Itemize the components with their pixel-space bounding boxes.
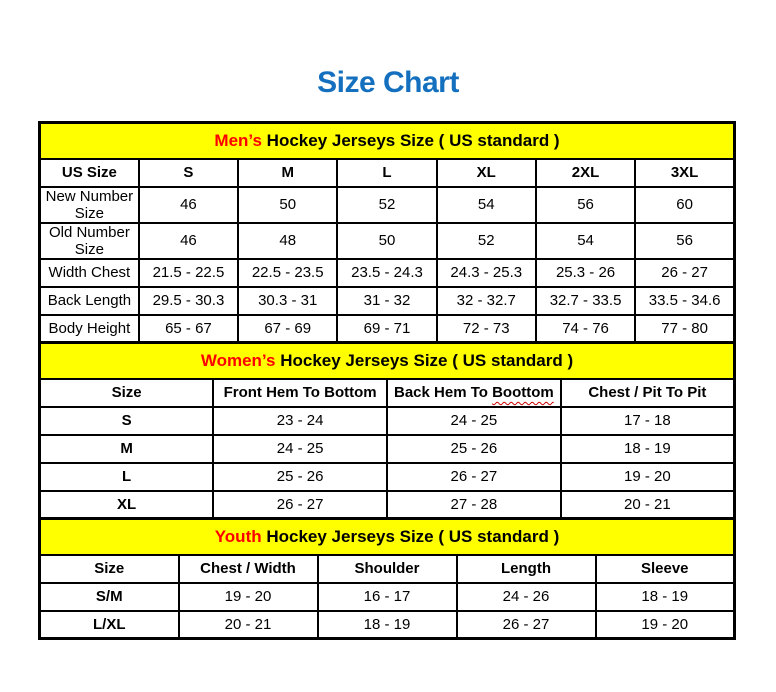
women-size-table (38, 341, 736, 520)
women-table-cell: 24 - 25 (213, 435, 387, 463)
women-section-title: Women’s Hockey Jerseys Size ( US standard ) (40, 343, 735, 379)
men-table-cell: 29.5 - 30.3 (139, 287, 238, 315)
men-table-cell: 24.3 - 25.3 (437, 259, 536, 287)
men-row-label: New Number Size (40, 187, 139, 223)
women-table-row (40, 463, 735, 491)
men-table-row (40, 187, 735, 223)
women-row-label: M (40, 435, 214, 463)
men-section-title: Men’s Hockey Jerseys Size ( US standard ) (40, 123, 735, 159)
youth-table-cell: 18 - 19 (596, 583, 735, 611)
men-column-header: US Size (40, 159, 139, 187)
men-column-header: S (139, 159, 238, 187)
women-table-cell: 20 - 21 (561, 491, 735, 519)
men-table-cell: 30.3 - 31 (238, 287, 337, 315)
women-table-cell: 26 - 27 (213, 491, 387, 519)
men-row-label: Width Chest (40, 259, 139, 287)
men-table-cell: 54 (437, 187, 536, 223)
women-table-cell: 19 - 20 (561, 463, 735, 491)
men-table-cell: 50 (337, 223, 436, 259)
men-table-cell: 72 - 73 (437, 315, 536, 343)
youth-size-table (38, 517, 736, 640)
men-section-title-highlight: Men’s (214, 130, 262, 150)
women-table-cell: 24 - 25 (387, 407, 561, 435)
youth-table-row (40, 611, 735, 639)
youth-table-cell: 16 - 17 (318, 583, 457, 611)
youth-column-header: Sleeve (596, 555, 735, 583)
men-table-cell: 52 (437, 223, 536, 259)
men-table-cell: 21.5 - 22.5 (139, 259, 238, 287)
youth-column-header: Length (457, 555, 596, 583)
men-table-cell: 67 - 69 (238, 315, 337, 343)
men-table-cell: 52 (337, 187, 436, 223)
men-table-row (40, 223, 735, 259)
men-column-header: XL (437, 159, 536, 187)
men-table-cell: 77 - 80 (635, 315, 734, 343)
men-table-cell: 32 - 32.7 (437, 287, 536, 315)
men-table-cell: 65 - 67 (139, 315, 238, 343)
page-title: Size Chart (317, 66, 459, 99)
size-chart-page (0, 66, 776, 692)
women-table-row (40, 491, 735, 519)
youth-table-cell: 19 - 20 (179, 583, 318, 611)
men-column-header-row (40, 159, 735, 187)
men-column-header: 3XL (635, 159, 734, 187)
men-row-label: Old Number Size (40, 223, 139, 259)
women-table-cell: 27 - 28 (387, 491, 561, 519)
women-table-cell: 18 - 19 (561, 435, 735, 463)
women-section-title-highlight: Women’s (200, 350, 276, 370)
youth-column-header: Chest / Width (179, 555, 318, 583)
men-table-cell: 56 (536, 187, 635, 223)
youth-section-title-highlight: Youth (214, 526, 262, 546)
men-table-cell: 69 - 71 (337, 315, 436, 343)
men-table-cell: 23.5 - 24.3 (337, 259, 436, 287)
men-row-label: Back Length (40, 287, 139, 315)
men-column-header: M (238, 159, 337, 187)
men-table-cell: 50 (238, 187, 337, 223)
youth-section-title: Youth Hockey Jerseys Size ( US standard ) (40, 519, 735, 555)
youth-table-cell: 24 - 26 (457, 583, 596, 611)
men-section-header (40, 123, 735, 159)
men-table-cell: 54 (536, 223, 635, 259)
men-table-row (40, 315, 735, 343)
women-row-label: XL (40, 491, 214, 519)
size-tables-container (38, 121, 738, 640)
youth-table-cell: 20 - 21 (179, 611, 318, 639)
youth-table-cell: 26 - 27 (457, 611, 596, 639)
men-column-header: L (337, 159, 436, 187)
youth-row-label: L/XL (40, 611, 179, 639)
women-table-cell: 25 - 26 (213, 463, 387, 491)
youth-section-header (40, 519, 735, 555)
youth-column-header-row (40, 555, 735, 583)
women-section-header (40, 343, 735, 379)
men-table-cell: 26 - 27 (635, 259, 734, 287)
women-table-row (40, 435, 735, 463)
women-table-cell: 26 - 27 (387, 463, 561, 491)
women-column-header-row (40, 379, 735, 407)
women-table-cell: 25 - 26 (387, 435, 561, 463)
women-column-header: Front Hem To Bottom (213, 379, 387, 407)
women-column-header: Chest / Pit To Pit (561, 379, 735, 407)
men-table-cell: 74 - 76 (536, 315, 635, 343)
youth-table-row (40, 583, 735, 611)
men-table-cell: 46 (139, 187, 238, 223)
youth-table-cell: 18 - 19 (318, 611, 457, 639)
women-row-label: L (40, 463, 214, 491)
men-column-header: 2XL (536, 159, 635, 187)
men-row-label: Body Height (40, 315, 139, 343)
youth-table-cell: 19 - 20 (596, 611, 735, 639)
women-table-cell: 17 - 18 (561, 407, 735, 435)
men-table-cell: 48 (238, 223, 337, 259)
men-table-cell: 31 - 32 (337, 287, 436, 315)
men-table-row (40, 259, 735, 287)
women-column-header: Size (40, 379, 214, 407)
men-table-cell: 22.5 - 23.5 (238, 259, 337, 287)
men-table-row (40, 287, 735, 315)
women-column-header: Back Hem To Boottom (387, 379, 561, 407)
misspelled-word-squiggle: Boottom (492, 384, 554, 401)
women-row-label: S (40, 407, 214, 435)
men-table-cell: 60 (635, 187, 734, 223)
women-table-row (40, 407, 735, 435)
men-table-cell: 46 (139, 223, 238, 259)
men-table-cell: 56 (635, 223, 734, 259)
men-table-cell: 33.5 - 34.6 (635, 287, 734, 315)
women-table-cell: 23 - 24 (213, 407, 387, 435)
men-table-cell: 25.3 - 26 (536, 259, 635, 287)
men-size-table (38, 121, 736, 344)
youth-column-header: Size (40, 555, 179, 583)
youth-column-header: Shoulder (318, 555, 457, 583)
youth-row-label: S/M (40, 583, 179, 611)
men-table-cell: 32.7 - 33.5 (536, 287, 635, 315)
